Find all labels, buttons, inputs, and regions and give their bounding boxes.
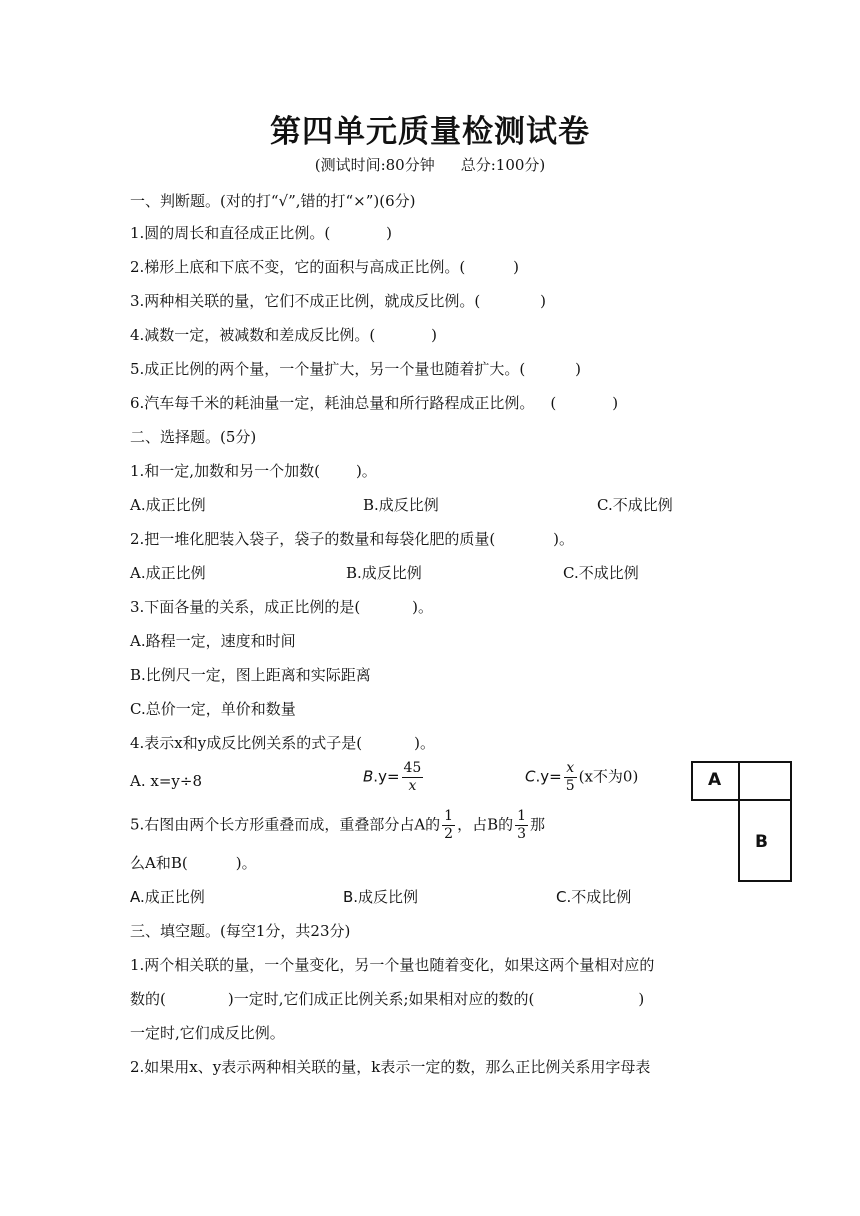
section2-heading: 二、选择题。(5分) xyxy=(130,428,257,446)
fraction-one-half: $\frac{1}{2}$ xyxy=(444,808,454,842)
section3-heading: 三、填空题。(每空1分，共23分) xyxy=(130,922,351,940)
label-a: A xyxy=(708,770,722,790)
judge-q5: 5.成正比例的两个量，一个量扩大，另一个量也随着扩大。( ) xyxy=(130,360,582,378)
choice-q1-option-b: B.成反比例 xyxy=(363,496,439,514)
judge-q3: 3.两种相关联的量，它们不成正比例，就成反比例。( ) xyxy=(130,292,547,310)
fill-q2-line1: 2.如果用x、y表示两种相关联的量，k表示一定的数，那么正比例关系用字母表 xyxy=(130,1058,651,1076)
page-title: 第四单元质量检测试卷 xyxy=(270,114,590,150)
fill-q1-line3: 一定时,它们成反比例。 xyxy=(130,1024,285,1042)
choice-q2-option-a: A.成正比例 xyxy=(130,564,206,582)
choice-q4-option-b: B.y= $\frac{45}{x}$ xyxy=(363,760,422,794)
test-info xyxy=(0,154,860,175)
choice-q3-option-a: A.路程一定，速度和时间 xyxy=(130,632,296,650)
choice-q1-stem: 1.和一定,加数和另一个加数( )。 xyxy=(130,462,377,480)
choice-q4-stem: 4.表示x和y成反比例关系的式子是( )。 xyxy=(130,734,435,752)
judge-q2: 2.梯形上底和下底不变，它的面积与高成正比例。( ) xyxy=(130,258,520,276)
choice-q1-option-a: A.成正比例 xyxy=(130,496,206,514)
judge-q4: 4.减数一定，被减数和差成反比例。( ) xyxy=(130,326,438,344)
choice-q1-option-c: C.不成比例 xyxy=(597,496,673,514)
choice-q5-option-a: A.成正比例 xyxy=(130,888,205,906)
choice-q2-stem: 2.把一堆化肥装入袋子，袋子的数量和每袋化肥的质量( )。 xyxy=(130,530,575,548)
overlap-rectangles-figure xyxy=(686,758,796,884)
choice-q2-option-c: C.不成比例 xyxy=(563,564,639,582)
section1-heading: 一、判断题。(对的打“√”,错的打“×”)(6分) xyxy=(130,192,416,210)
choice-q3-option-b: B.比例尺一定，图上距离和实际距离 xyxy=(130,666,371,684)
choice-q5-option-b: B.成反比例 xyxy=(343,888,419,906)
fraction-one-third: $\frac{1}{3}$ xyxy=(517,808,527,842)
judge-q6: 6.汽车每千米的耗油量一定，耗油总量和所行路程成正比例。 ( ) xyxy=(130,394,619,412)
choice-q2-option-b: B.成反比例 xyxy=(346,564,422,582)
choice-q5-stem: 5.右图由两个长方形重叠而成，重叠部分占A的 $\frac{1}{2}$ ，占B的 $\frac{1}{3}$ 那 xyxy=(130,808,546,842)
test-time: (测试时间:80分钟 xyxy=(314,156,435,174)
total-score: 总分:100分) xyxy=(460,156,546,174)
choice-q5-option-c: C.不成比例 xyxy=(556,888,632,906)
label-b: B xyxy=(755,832,768,852)
choice-q4-option-c: C.y= $\frac{x}{5}$ (x不为0) xyxy=(525,760,639,794)
fraction-x-over-5: $\frac{x}{5}$ xyxy=(565,760,575,794)
choice-q3-stem: 3.下面各量的关系，成正比例的是( )。 xyxy=(130,598,434,616)
fill-q1-line2: 数的( )一定时,它们成正比例关系;如果相对应的数的( ) xyxy=(130,990,645,1008)
rectangle-b xyxy=(738,761,792,882)
fraction-45-over-x: $\frac{45}{x}$ xyxy=(403,760,422,794)
choice-q5-stem-line2: 么A和B( )。 xyxy=(130,854,257,872)
choice-q3-option-c: C.总价一定，单价和数量 xyxy=(130,700,296,718)
choice-q4-option-a: A. x=y÷8 xyxy=(130,772,202,790)
judge-q1: 1.圆的周长和直径成正比例。( ) xyxy=(130,224,393,242)
fill-q1-line1: 1.两个相关联的量，一个量变化，另一个量也随着变化，如果这两个量相对应的 xyxy=(130,956,655,974)
